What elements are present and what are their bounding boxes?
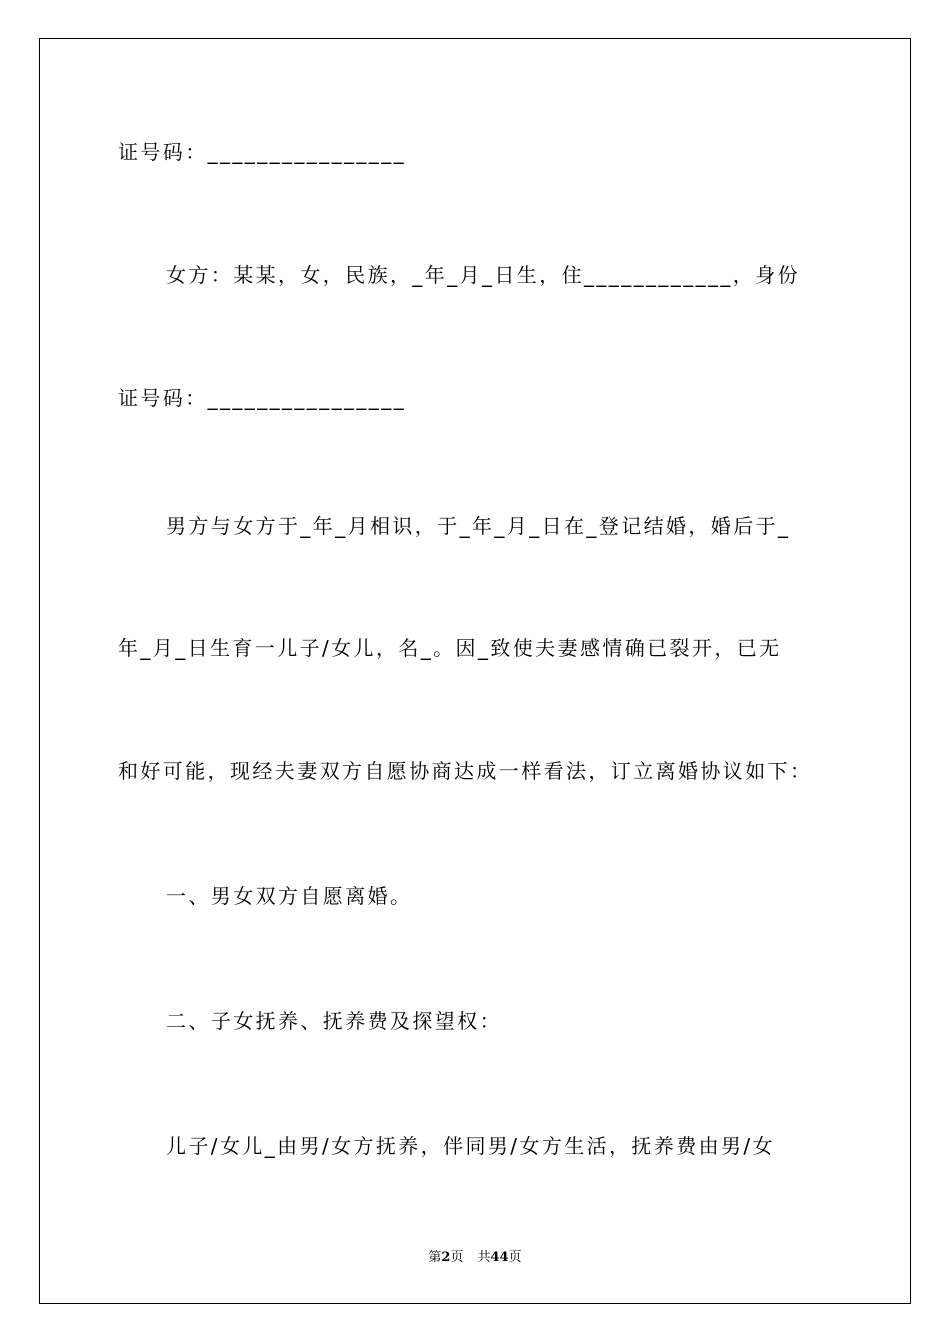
page-footer [0, 1246, 950, 1265]
footer-total-prefix: 共 [477, 1250, 491, 1265]
text-line-id-number-male: 证号码：________________ [118, 140, 406, 164]
text-line-custody: 儿子/女儿_由男/女方抚养，伴同男/女方生活，抚养费由男/女 [166, 1134, 775, 1158]
text-line-clause-two: 二、子女抚养、抚养费及探望权： [166, 1009, 502, 1033]
footer-page-number: 2 [441, 1250, 451, 1265]
text-line-id-number-female: 证号码：________________ [118, 386, 406, 410]
text-line-agreement-intro: 和好可能，现经夫妻双方自愿协商达成一样看法，订立离婚协议如下： [118, 759, 813, 783]
footer-total-suffix: 页 [508, 1250, 522, 1265]
text-line-female-party: 女方：某某，女，民族，_年_月_日生，住____________，身份 [166, 263, 800, 287]
footer-page-prefix: 第 [428, 1250, 442, 1265]
text-line-clause-one: 一、男女双方自愿离婚。 [166, 884, 413, 908]
text-line-children-info: 年_月_日生育一儿子/女儿，名_。因_致使夫妻感情确已裂开，已无 [118, 636, 782, 660]
page-frame [39, 38, 911, 1304]
text-line-marriage-info: 男方与女方于_年_月相识，于_年_月_日在_登记结婚，婚后于_ [166, 514, 791, 538]
footer-page-suffix: 页 [450, 1250, 464, 1265]
footer-total-pages: 44 [490, 1250, 509, 1265]
